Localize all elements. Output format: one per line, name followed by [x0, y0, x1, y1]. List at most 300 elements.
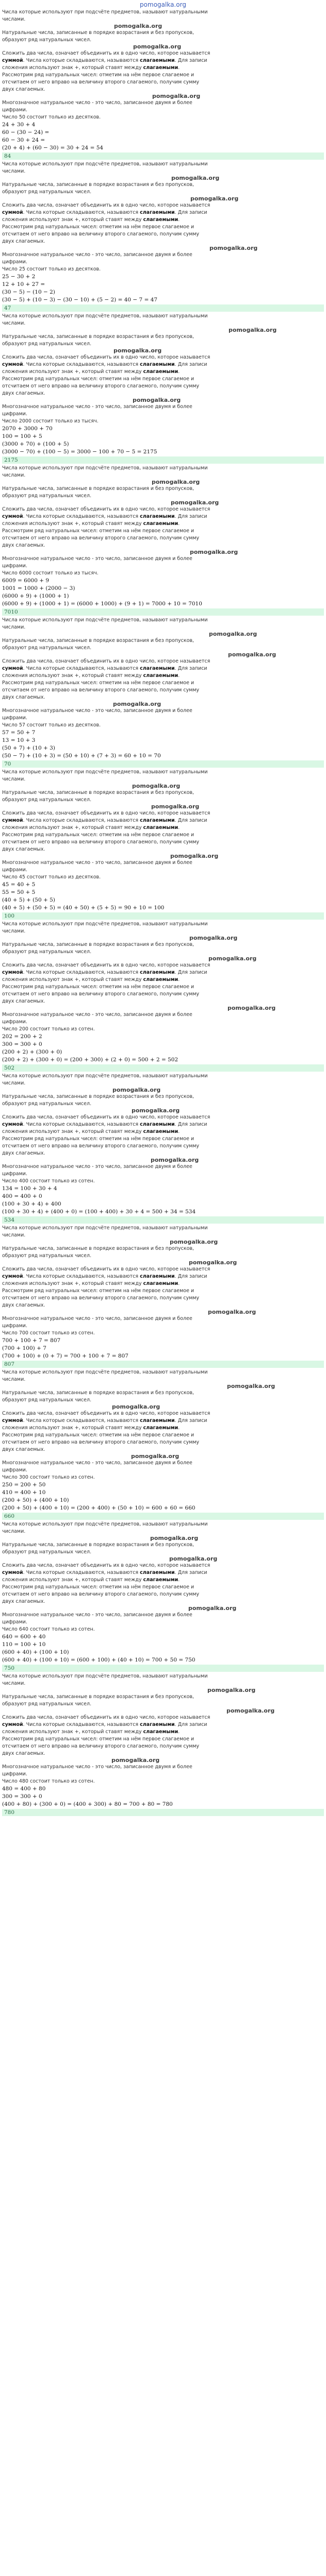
rule-sign-line: [2, 1425, 324, 1432]
rule-multidigit-end: цифрами.: [2, 563, 27, 569]
watermark: pomogalka.org: [151, 803, 200, 810]
rule-sum-end: . Для записи: [174, 1122, 207, 1127]
watermark: pomogalka.org: [171, 499, 219, 506]
rule-number-line: Рассмотрим ряд натуральных чисел: отметим на нём первое слагаемое и: [2, 528, 194, 534]
solution-line: 12 + 10 + 27 =: [2, 281, 45, 287]
rule-sign-end: .: [178, 521, 180, 527]
answer-bar: 660: [2, 1513, 324, 1520]
term-addends: слагаемыми: [140, 514, 175, 519]
rule-sum-end: . Для записи: [174, 1722, 207, 1727]
rule-sum: Сложить два числа, означает объединить их в одно число, которое называется: [2, 1715, 210, 1720]
task-block: [2, 1521, 324, 1672]
rule-number-line: Рассмотрим ряд натуральных чисел: отметим на нём первое слагаемое и: [2, 224, 194, 230]
rule-sum: Сложить два числа, означает объединить их в одно число, которое называется: [2, 962, 210, 968]
watermark: pomogalka.org: [190, 549, 238, 555]
rule-count: отсчитаем от него вправо на величину второго слагаемого, получим сумму: [2, 1591, 200, 1597]
task-intro: Число 200 состоит только из сотен.: [2, 1026, 95, 1032]
solution-line: 1001 = 1000 + (2000 − 3): [2, 585, 75, 591]
solution-line: 300 = 300 + 0: [2, 1793, 42, 1800]
rule-sign-text: сложения используют знак +, который ставят между: [2, 217, 143, 223]
rule-count-end: двух слагаемых.: [2, 1599, 45, 1604]
term-addends: слагаемыми: [140, 210, 175, 215]
rule-sum: Сложить два числа, означает объединить их в одно число, которое называется: [2, 354, 210, 360]
rule-count: отсчитаем от него вправо на величину второго слагаемого, получим сумму: [2, 1295, 200, 1301]
rule-number-line: Рассмотрим ряд натуральных чисел: отметим на нём первое слагаемое и: [2, 376, 194, 382]
solution-line: (6000 + 9) + (1000 + 1) = (6000 + 1000) + (9 + 1) = 7000 + 10 = 7010: [2, 601, 202, 607]
rule-number-line: Рассмотрим ряд натуральных чисел: отметим на нём первое слагаемое и: [2, 1288, 194, 1294]
rule-sum-line: [2, 817, 324, 824]
rule-series: Натуральные числа, записанные в порядке возрастания и без пропусков,: [2, 1390, 194, 1396]
rule-multidigit: Многозначное натуральное число - это число, записанное двумя и более: [2, 1612, 192, 1618]
answer-bar: 502: [2, 1064, 324, 1072]
rule-sign-line: [2, 520, 324, 528]
rule-number-line: Рассмотрим ряд натуральных чисел: отметим на нём первое слагаемое и: [2, 984, 194, 990]
solution-line: 57 = 50 + 7: [2, 730, 36, 736]
rule-count: отсчитаем от него вправо на величину второго слагаемого, получим сумму: [2, 687, 200, 693]
watermark: pomogalka.org: [169, 1555, 218, 1562]
term-addends: слагаемыми: [140, 362, 175, 367]
task-block: [2, 1225, 324, 1368]
solution-line: 410 = 400 + 10: [2, 1489, 46, 1496]
solution-line: (30 − 5) − (10 − 2): [2, 289, 55, 295]
rule-sum-line: [2, 57, 324, 64]
rule-natural: Числа которые используют при подсчёте предметов, называют натуральными: [2, 1073, 208, 1079]
solution-line: (100 + 30 + 4) + 400: [2, 1201, 61, 1207]
rule-multidigit: Многозначное натуральное число - это число, записанное двумя и более: [2, 1460, 192, 1466]
solution-line: (3000 − 70) + (100 − 5) = 3000 − 100 + 70 − 5 = 2175: [2, 449, 157, 455]
rule-natural-end: числами.: [2, 1080, 26, 1086]
watermark: pomogalka.org: [190, 195, 239, 202]
rule-count-end: двух слагаемых.: [2, 1751, 45, 1756]
rule-sign-line: [2, 64, 324, 72]
solution-line: (200 + 2) + (300 + 0) = (200 + 300) + (2 + 0) = 500 + 2 = 502: [2, 1057, 178, 1063]
term-sum: суммой: [2, 970, 23, 975]
rule-series-end: образуют ряд натуральных чисел.: [2, 1101, 92, 1107]
rule-natural: Числа которые используют при подсчёте предметов, называют натуральными: [2, 1673, 208, 1679]
rule-sign-text: сложения используют знак +, который ставят между: [2, 521, 143, 527]
rule-sign-text: сложения используют знак +, который ставят между: [2, 369, 143, 375]
task-block: [2, 617, 324, 768]
solution-line: 13 = 10 + 3: [2, 737, 36, 743]
rule-sum-end: . Для записи: [174, 970, 207, 975]
watermark: pomogalka.org: [229, 327, 277, 333]
rule-natural-end: числами.: [2, 16, 26, 22]
rule-multidigit: Многозначное натуральное число - это число, записанное двумя и более: [2, 860, 192, 866]
rule-sign-end: .: [178, 1729, 180, 1735]
rule-sum-text: . Числа которые складываются, называются: [23, 1722, 140, 1727]
rule-sum: Сложить два числа, означает объединить их в одно число, которое называется: [2, 658, 210, 664]
watermark: pomogalka.org: [131, 1453, 180, 1460]
task-intro: Число 400 состоит только из сотен.: [2, 1178, 95, 1184]
rule-sign-line: [2, 1728, 324, 1736]
task-intro: Число 6000 состоит только из тысяч.: [2, 570, 99, 576]
watermark: pomogalka.org: [208, 955, 257, 962]
rule-count: отсчитаем от него вправо на величину второго слагаемого, получим сумму: [2, 839, 200, 845]
solution-line: 300 = 300 + 0: [2, 1041, 42, 1047]
content: [2, 9, 324, 1816]
answer-bar: 84: [2, 152, 324, 160]
term-sum: суммой: [2, 1722, 23, 1727]
rule-natural-end: числами.: [2, 1681, 26, 1686]
rule-sum-text: . Числа которые складываются, называются: [23, 362, 140, 367]
rule-sum-line: [2, 1721, 324, 1728]
rule-series-end: образуют ряд натуральных чисел.: [2, 1397, 92, 1403]
solution-line: 400 = 400 + 0: [2, 1193, 42, 1199]
watermark: pomogalka.org: [132, 1107, 180, 1114]
solution-line: 60 − 30 + 24 =: [2, 137, 45, 143]
solution-line: 2070 + 3000 + 70: [2, 426, 53, 432]
task-block: [2, 313, 324, 464]
watermark: pomogalka.org: [209, 631, 257, 637]
rule-count-end: двух слагаемых.: [2, 694, 45, 700]
rule-count: отсчитаем от него вправо на величину второго слагаемого, получим сумму: [2, 79, 200, 85]
rule-natural: Числа которые используют при подсчёте предметов, называют натуральными: [2, 769, 208, 775]
solution-line: (200 + 50) + (400 + 10): [2, 1497, 69, 1503]
rule-natural: Числа которые используют при подсчёте предметов, называют натуральными: [2, 161, 208, 167]
rule-sum: Сложить два числа, означает объединить их в одно число, которое называется: [2, 1563, 210, 1568]
solution-line: (700 + 100) + (0 + 7) = 700 + 100 + 7 = 807: [2, 1353, 128, 1359]
term-addends: слагаемыми: [143, 1129, 178, 1134]
answer-bar: 750: [2, 1665, 324, 1672]
rule-number-line: Рассмотрим ряд натуральных чисел: отметим на нём первое слагаемое и: [2, 1736, 194, 1742]
watermark: pomogalka.org: [170, 1239, 218, 1245]
solution-line: 134 = 100 + 30 + 4: [2, 1185, 57, 1192]
term-addends: слагаемыми: [140, 58, 175, 63]
rule-sum-text: . Числа которые складываются, называются: [23, 666, 140, 671]
rule-natural: Числа которые используют при подсчёте предметов, называют натуральными: [2, 1369, 208, 1375]
rule-number-line: Рассмотрим ряд натуральных чисел: отметим на нём первое слагаемое и: [2, 1136, 194, 1142]
term-sum: суммой: [2, 1122, 23, 1127]
term-sum: суммой: [2, 362, 23, 367]
rule-sign-text: сложения используют знак +, который ставят между: [2, 1129, 143, 1134]
rule-series: Натуральные числа, записанные в порядке возрастания и без пропусков,: [2, 486, 194, 492]
rule-sign-line: [2, 1128, 324, 1136]
term-sum: суммой: [2, 1570, 23, 1575]
rule-multidigit-end: цифрами.: [2, 715, 27, 721]
answer-bar: 7010: [2, 608, 324, 616]
task-intro: Число 25 состоит только из десятков.: [2, 266, 101, 272]
site-header: pomogalka.org: [140, 1, 186, 8]
rule-series-end: образуют ряд натуральных чисел.: [2, 1253, 92, 1259]
watermark: pomogalka.org: [189, 1259, 237, 1266]
term-addends: слагаемыми: [140, 1570, 175, 1575]
task-intro: Число 640 состоит только из сотен.: [2, 1626, 95, 1632]
task-intro: Число 57 состоит только из десятков.: [2, 722, 101, 728]
rule-sign-end: .: [178, 1129, 180, 1134]
rule-multidigit-end: цифрами.: [2, 1323, 27, 1329]
rule-sum-end: . Для записи: [174, 666, 207, 671]
rule-sum-end: . Для записи: [174, 514, 207, 519]
task-intro: Число 700 состоит только из сотен.: [2, 1330, 95, 1336]
solution-line: (3000 + 70) + (100 + 5): [2, 441, 69, 447]
term-addends: слагаемыми: [143, 65, 178, 71]
watermark: pomogalka.org: [208, 1309, 256, 1315]
rule-sign-end: .: [178, 977, 180, 982]
rule-multidigit: Многозначное натуральное число - это число, записанное двумя и более: [2, 100, 192, 106]
task-block: [2, 1073, 324, 1224]
rule-sum-line: [2, 969, 324, 976]
rule-series: Натуральные числа, записанные в порядке возрастания и без пропусков,: [2, 334, 194, 340]
rule-sum-line: [2, 1569, 324, 1577]
answer-bar: 807: [2, 1361, 324, 1368]
rule-count: отсчитаем от него вправо на величину второго слагаемого, получим сумму: [2, 1439, 200, 1445]
rule-sum-line: [2, 361, 324, 368]
rule-count-end: двух слагаемых.: [2, 239, 45, 244]
watermark: pomogalka.org: [132, 783, 181, 789]
rule-multidigit: Многозначное натуральное число - это число, записанное двумя и более: [2, 404, 192, 410]
solution-line: 60 − (30 − 24) =: [2, 129, 50, 135]
rule-sum-text: . Числа которые складываются, называются: [23, 818, 140, 823]
solution-line: (100 + 30 + 4) + (400 + 0) = (100 + 400) + 30 + 4 = 500 + 34 = 534: [2, 1209, 196, 1215]
rule-count-end: двух слагаемых.: [2, 1447, 45, 1452]
solution-line: (40 + 5) + (50 + 5) = (40 + 50) + (5 + 5) = 90 + 10 = 100: [2, 905, 165, 911]
rule-series-end: образуют ряд натуральных чисел.: [2, 645, 92, 651]
rule-sum-end: . Для записи: [174, 362, 207, 367]
watermark: pomogalka.org: [150, 1535, 199, 1541]
term-sum: суммой: [2, 210, 23, 215]
rule-natural-end: числами.: [2, 624, 26, 630]
rule-number-line: Рассмотрим ряд натуральных чисел: отметим на нём первое слагаемое и: [2, 1432, 194, 1438]
answer-bar: 780: [2, 1809, 324, 1816]
term-sum: суммой: [2, 514, 23, 519]
watermark: pomogalka.org: [151, 1157, 199, 1163]
rule-sign-text: сложения используют знак +, который ставят между: [2, 1281, 143, 1286]
rule-series: Натуральные числа, записанные в порядке возрастания и без пропусков,: [2, 182, 194, 188]
task-intro: Число 2000 состоит только из тысяч.: [2, 418, 99, 424]
rule-sum-line: [2, 513, 324, 520]
solution-line: (200 + 2) + (300 + 0): [2, 1049, 62, 1055]
rule-count-end: двух слагаемых.: [2, 87, 45, 92]
watermark: pomogalka.org: [207, 1687, 256, 1693]
rule-sign-end: .: [178, 369, 180, 375]
rule-natural: Числа которые используют при подсчёте предметов, называют натуральными: [2, 921, 208, 927]
rule-multidigit-end: цифрами.: [2, 1619, 27, 1625]
rule-sign-text: сложения используют знак +, который ставят между: [2, 977, 143, 982]
solution-line: (600 + 40) + (100 + 10): [2, 1649, 69, 1655]
rule-sign-line: [2, 824, 324, 832]
rule-multidigit-end: цифрами.: [2, 259, 27, 265]
rule-sum-end: . Для записи: [174, 1274, 207, 1279]
rule-sign-end: .: [178, 1425, 180, 1431]
watermark: pomogalka.org: [188, 1605, 237, 1612]
rule-sign-end: .: [178, 65, 180, 71]
solution-line: (20 + 4) + (60 − 30) = 30 + 24 = 54: [2, 145, 104, 151]
rule-sum-line: [2, 1273, 324, 1280]
rule-sign-line: [2, 1577, 324, 1584]
watermark: pomogalka.org: [171, 175, 220, 181]
rule-sum-text: . Числа которые складываются, называются: [23, 1122, 140, 1127]
task-block: [2, 9, 324, 160]
answer-bar: 2175: [2, 456, 324, 464]
rule-sum-end: . Для записи: [174, 1418, 207, 1423]
rule-count: отсчитаем от него вправо на величину второго слагаемого, получим сумму: [2, 1743, 200, 1749]
rule-series-end: образуют ряд натуральных чисел.: [2, 797, 92, 803]
watermark: pomogalka.org: [152, 93, 201, 99]
term-addends: слагаемыми: [143, 977, 178, 982]
solution-line: 480 = 400 + 80: [2, 1786, 46, 1792]
rule-multidigit-end: цифрами.: [2, 1771, 27, 1777]
rule-sum: Сложить два числа, означает объединить их в одно число, которое называется: [2, 1411, 210, 1416]
rule-series: Натуральные числа, записанные в порядке возрастания и без пропусков,: [2, 1094, 194, 1099]
rule-sum: Сложить два числа, означает объединить их в одно число, которое называется: [2, 1266, 210, 1272]
rule-number-line: Рассмотрим ряд натуральных чисел: отметим на нём первое слагаемое и: [2, 1584, 194, 1590]
solution-line: (600 + 40) + (100 + 10) = (600 + 100) + (40 + 10) = 700 + 50 = 750: [2, 1657, 195, 1663]
watermark: pomogalka.org: [111, 1757, 160, 1764]
rule-natural-end: числами.: [2, 1377, 26, 1382]
rule-series-end: образуют ряд натуральных чисел.: [2, 493, 92, 499]
rule-series-end: образуют ряд натуральных чисел.: [2, 949, 92, 955]
answer-bar: 70: [2, 760, 324, 768]
rule-sign-text: сложения используют знак +, который ставят между: [2, 1577, 143, 1583]
rule-natural-end: числами.: [2, 1232, 26, 1238]
rule-sum-text: . Числа которые складываются, называются: [23, 514, 140, 519]
watermark: pomogalka.org: [113, 347, 162, 354]
rule-sum-text: . Числа которые складываются, называются: [23, 1274, 140, 1279]
rule-sign-line: [2, 216, 324, 224]
term-addends: слагаемыми: [140, 818, 175, 823]
rule-series: Натуральные числа, записанные в порядке возрастания и без пропусков,: [2, 1694, 194, 1700]
solution-line: (30 − 5) + (10 − 3) − (30 − 10) + (5 − 2) = 40 − 7 = 47: [2, 297, 158, 303]
solution-line: 55 = 50 + 5: [2, 889, 36, 895]
watermark: pomogalka.org: [227, 1383, 275, 1389]
rule-series: Натуральные числа, записанные в порядке возрастания и без пропусков,: [2, 1246, 194, 1251]
rule-sum: Сложить два числа, означает объединить их в одно число, которое называется: [2, 506, 210, 512]
rule-sign-text: сложения используют знак +, который ставят между: [2, 825, 143, 831]
rule-multidigit: Многозначное натуральное число - это число, записанное двумя и более: [2, 1764, 192, 1770]
rule-sign-text: сложения используют знак +, который ставят между: [2, 673, 143, 679]
rule-count-end: двух слагаемых.: [2, 391, 45, 396]
rule-sign-line: [2, 1280, 324, 1287]
rule-multidigit: Многозначное натуральное число - это число, записанное двумя и более: [2, 1316, 192, 1321]
rule-sum: Сложить два числа, означает объединить их в одно число, которое называется: [2, 810, 210, 816]
term-addends: слагаемыми: [140, 1274, 175, 1279]
watermark: pomogalka.org: [226, 1707, 275, 1714]
rule-number-line: Рассмотрим ряд натуральных чисел: отметим на нём первое слагаемое и: [2, 680, 194, 686]
task-intro: Число 300 состоит только из сотен.: [2, 1475, 95, 1480]
watermark: pomogalka.org: [113, 701, 161, 707]
rule-count-end: двух слагаемых.: [2, 543, 45, 548]
rule-natural-end: числами.: [2, 320, 26, 326]
rule-series-end: образуют ряд натуральных чисел.: [2, 1701, 92, 1707]
rule-series-end: образуют ряд натуральных чисел.: [2, 341, 92, 347]
solution-line: (50 − 7) + (10 + 3) = (50 + 10) + (7 + 3) = 60 + 10 = 70: [2, 753, 161, 759]
term-sum: суммой: [2, 1418, 23, 1423]
task-block: [2, 465, 324, 616]
rule-natural: Числа которые используют при подсчёте предметов, называют натуральными: [2, 1225, 208, 1231]
term-addends: слагаемыми: [140, 666, 175, 671]
term-addends: слагаемыми: [143, 1425, 178, 1431]
watermark: pomogalka.org: [228, 651, 276, 658]
rule-natural: Числа которые используют при подсчёте предметов, называют натуральными: [2, 1521, 208, 1527]
task-block: [2, 921, 324, 1072]
rule-multidigit: Многозначное натуральное число - это число, записанное двумя и более: [2, 1164, 192, 1170]
solution-line: 45 = 40 + 5: [2, 882, 36, 888]
rule-multidigit-end: цифрами.: [2, 411, 27, 417]
rule-number-line: Рассмотрим ряд натуральных чисел: отметим на нём первое слагаемое и: [2, 832, 194, 838]
rule-natural: Числа которые используют при подсчёте предметов, называют натуральными: [2, 9, 208, 15]
rule-sum: Сложить два числа, означает объединить их в одно число, которое называется: [2, 202, 210, 208]
rule-natural: Числа которые используют при подсчёте предметов, называют натуральными: [2, 465, 208, 471]
watermark: pomogalka.org: [189, 935, 238, 941]
rule-sum-end: . Для записи: [174, 1570, 207, 1575]
rule-sign-line: [2, 672, 324, 680]
term-addends: слагаемыми: [143, 825, 178, 831]
solution-line: (50 + 7) + (10 + 3): [2, 745, 55, 751]
rule-multidigit-end: цифрами.: [2, 1019, 27, 1025]
term-addends: слагаемыми: [143, 673, 178, 679]
answer-bar: 534: [2, 1216, 324, 1224]
solution-line: 110 = 100 + 10: [2, 1641, 46, 1648]
rule-multidigit: Многозначное натуральное число - это число, записанное двумя и более: [2, 556, 192, 562]
rule-natural-end: числами.: [2, 168, 26, 174]
term-addends: слагаемыми: [143, 521, 178, 527]
rule-count-end: двух слагаемых.: [2, 1150, 45, 1156]
rule-multidigit: Многозначное натуральное число - это число, записанное двумя и более: [2, 708, 192, 714]
rule-multidigit-end: цифрами.: [2, 107, 27, 113]
solution-line: 6009 = 6000 + 9: [2, 578, 50, 584]
term-sum: суммой: [2, 58, 23, 63]
rule-sum-end: . Для записи: [174, 58, 207, 63]
rule-sum-line: [2, 1417, 324, 1425]
term-addends: слагаемыми: [140, 1418, 175, 1423]
rule-series-end: образуют ряд натуральных чисел.: [2, 1549, 92, 1555]
rule-sign-end: .: [178, 217, 180, 223]
rule-sum-end: . Для записи: [174, 818, 207, 823]
solution-line: (6000 + 9) + (1000 + 1): [2, 593, 69, 599]
term-sum: суммой: [2, 1274, 23, 1279]
rule-count-end: двух слагаемых.: [2, 846, 45, 852]
watermark: pomogalka.org: [170, 853, 219, 859]
rule-series-end: образуют ряд натуральных чисел.: [2, 37, 92, 43]
answer-bar: 47: [2, 304, 324, 312]
term-addends: слагаемыми: [140, 1722, 175, 1727]
rule-sign-text: сложения используют знак +, который ставят между: [2, 1425, 143, 1431]
answer-bar: 100: [2, 912, 324, 920]
rule-series: Натуральные числа, записанные в порядке возрастания и без пропусков,: [2, 638, 194, 643]
term-sum: суммой: [2, 666, 23, 671]
task-block: [2, 769, 324, 920]
rule-sum-text: . Числа которые складываются, называются: [23, 970, 140, 975]
solution-line: (200 + 50) + (400 + 10) = (200 + 400) + (50 + 10) = 600 + 60 = 660: [2, 1505, 195, 1511]
rule-series-end: образуют ряд натуральных чисел.: [2, 189, 92, 195]
rule-count: отсчитаем от него вправо на величину второго слагаемого, получим сумму: [2, 383, 200, 389]
rule-count: отсчитаем от него вправо на величину второго слагаемого, получим сумму: [2, 991, 200, 997]
term-addends: слагаемыми: [143, 1281, 178, 1286]
term-sum: суммой: [2, 818, 23, 823]
rule-sign-line: [2, 976, 324, 984]
rule-natural: Числа которые используют при подсчёте предметов, называют натуральными: [2, 313, 208, 319]
solution-line: 202 = 200 + 2: [2, 1033, 42, 1040]
task-block: [2, 161, 324, 312]
watermark: pomogalka.org: [112, 1087, 161, 1093]
rule-multidigit: Многозначное натуральное число - это число, записанное двумя и более: [2, 252, 192, 258]
rule-series: Натуральные числа, записанные в порядке возрастания и без пропусков,: [2, 942, 194, 947]
rule-count-end: двух слагаемых.: [2, 998, 45, 1004]
rule-count: отсчитаем от него вправо на величину второго слагаемого, получим сумму: [2, 535, 200, 541]
rule-sign-end: .: [178, 673, 180, 679]
rule-sum-text: . Числа которые складываются, называются: [23, 58, 140, 63]
watermark: pomogalka.org: [133, 43, 182, 50]
watermark: pomogalka.org: [114, 23, 162, 29]
term-addends: слагаемыми: [143, 217, 178, 223]
watermark: pomogalka.org: [227, 1005, 276, 1011]
solution-line: (700 + 100) + 7: [2, 1345, 46, 1351]
solution-line: 700 + 100 + 7 = 807: [2, 1337, 61, 1344]
rule-sign-end: .: [178, 1281, 180, 1286]
solution-line: 100 = 100 + 5: [2, 433, 42, 439]
solution-line: 25 − 30 + 2: [2, 274, 36, 280]
solution-line: (400 + 80) + (300 + 0) = (400 + 300) + 80 = 700 + 80 = 780: [2, 1801, 173, 1807]
